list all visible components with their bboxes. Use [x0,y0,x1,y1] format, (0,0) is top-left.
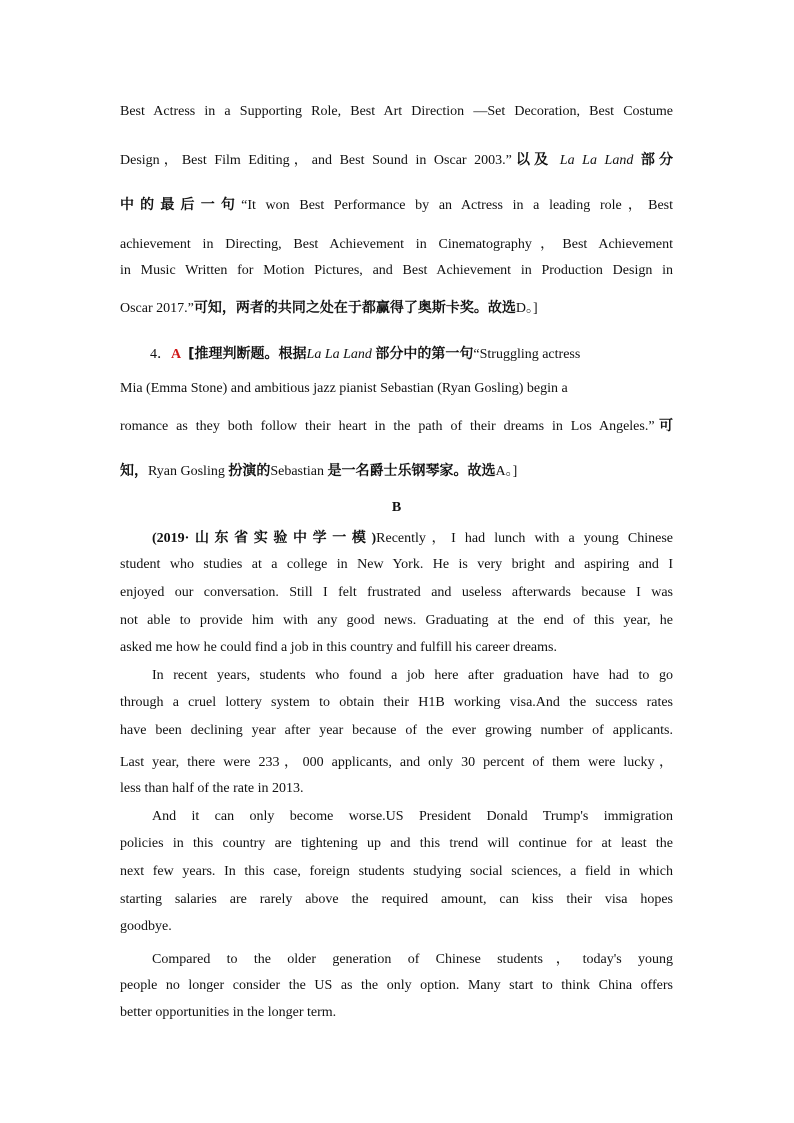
passage-line: In recent years, students who found a job here after graduation have had to go [152,668,673,683]
section-heading: B [391,500,402,515]
answer-text: romance as they both follow their heart in the path of their dreams in Los Angeles.” [120,419,655,434]
answer-text: Design，Best Film Editing，and Best Sound in Oscar 2003.” [120,153,512,168]
answer-text-zh: 以及 [511,152,553,168]
answer-text-zh: 部分 [640,152,674,168]
answer-text: D。] [515,301,538,316]
passage-line: goodbye. [120,919,172,934]
answer-line-3 [120,194,673,214]
answer-text: “It won Best Performance by an Actress in a leading role，Best [241,198,673,213]
answer-letter: A [171,347,182,362]
passage-line: starting salaries are rarely above the required amount, can kiss their visa hopes [120,892,673,907]
passage-line: Last year, there were 233，000 applicants, and only 30 percent of them were lucky， [120,755,673,770]
passage-line: better opportunities in the longer term. [120,1005,337,1020]
answer-line-1: Best Actress in a Supporting Role, Best Art Direction —Set Decoration, Best Costume [120,104,673,119]
answer-text-zh: 扮演的 [228,463,271,479]
answer-line-4: achievement in Directing, Best Achievement in Cinematography，Best Achievement [120,237,673,252]
passage-line: And it can only become worse.US President Donald Trump's immigration [152,809,673,824]
q4-line-4 [120,460,673,480]
answer-text: Sebastian [270,464,324,479]
answer-text-zh: 是一名爵士乐钢琴家。故选 [327,463,496,479]
answer-line-2 [120,149,673,169]
question-number: 4． [150,347,171,362]
answer-text-zh: 可知，两者的共同之处在于都赢得了奥斯卡奖。故选 [193,300,516,316]
passage-line: have been declining year after year because of the ever growing number of applicants. [120,723,673,738]
answer-text: Oscar 2017.” [120,301,194,316]
passage-line: less than half of the rate in 2013. [120,781,304,796]
q4-line-2: Mia (Emma Stone) and ambitious jazz pianist Sebastian (Ryan Gosling) begin a [120,381,568,396]
answer-text: A。] [495,464,518,479]
passage-line [120,527,673,547]
passage-source: (2019·山东省实验中学一模) [152,531,377,546]
passage-line: policies in this country are tightening up and this trend will continue for at least the [120,836,673,851]
q4-line-1 [150,343,673,363]
answer-text-zh: 部分中的第一句 [375,346,474,362]
passage-line: next few years. In this case, foreign students studying social sciences, a field in which [120,864,673,879]
passage-line: Compared to the older generation of Chinese students，today's young [152,952,673,967]
passage-text: Recently，I had lunch with a young Chinese [376,531,673,546]
answer-text-zh: 中的最后一句 [120,197,242,213]
answer-text: “Struggling actress [473,347,581,362]
answer-text: Ryan Gosling [148,464,225,479]
passage-line: enjoyed our conversation. Still I felt frustrated and useless afterwards because I was [120,585,673,600]
q4-line-3 [120,415,673,435]
answer-line-5: in Music Written for Motion Pictures, and Best Achievement in Production Design in [120,263,673,278]
passage-line: student who studies at a college in New York. He is very bright and aspiring and I [120,557,673,572]
passage-line: not able to provide him with any good news. Graduating at the end of this year, he [120,613,673,628]
film-title: La La Land [306,347,372,362]
answer-text-zh: 可 [654,418,673,434]
answer-text-zh: [推理判断题。根据 [188,346,307,362]
passage-line: asked me how he could find a job in this country and fulfill his career dreams. [120,640,557,655]
answer-text-zh: 知， [120,463,148,479]
passage-line: through a cruel lottery system to obtain their H1B working visa.And the success rates [120,695,673,710]
answer-line-6 [120,297,673,317]
passage-line: people no longer consider the US as the only option. Many start to think China offers [120,978,673,993]
film-title: La La Land [559,153,634,168]
